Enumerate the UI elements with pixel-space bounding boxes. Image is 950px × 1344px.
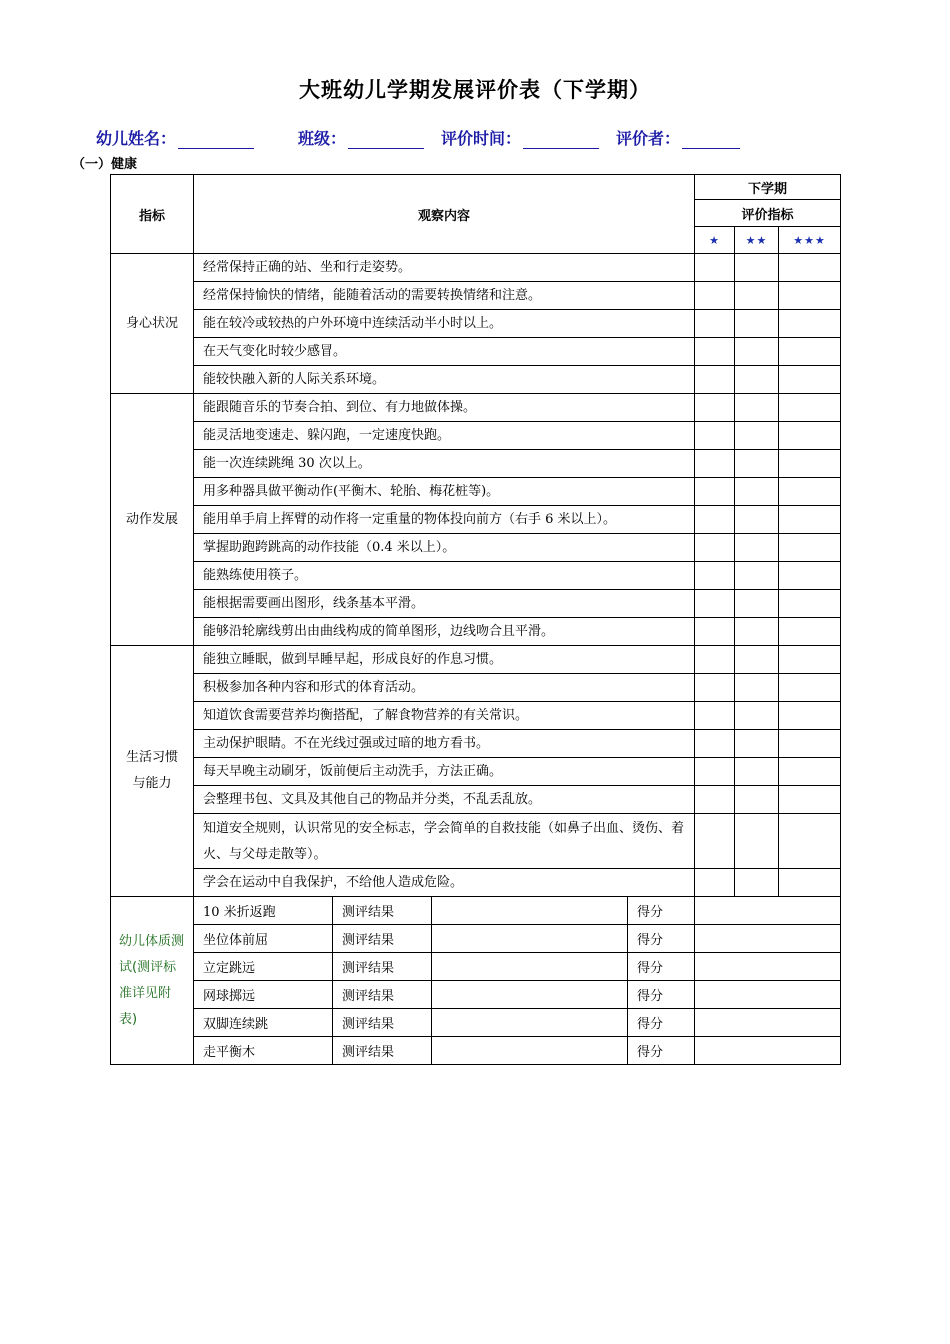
rating-cell[interactable] xyxy=(735,758,779,786)
rating-cell[interactable] xyxy=(695,254,735,282)
test-name: 走平衡木 xyxy=(194,1037,333,1065)
rating-cell[interactable] xyxy=(695,869,735,897)
observation-item: 掌握助跑跨跳高的动作技能（0.4 米以上）。 xyxy=(194,534,695,562)
rating-cell[interactable] xyxy=(735,702,779,730)
rating-cell[interactable] xyxy=(695,338,735,366)
category-habits-line2: 与能力 xyxy=(132,776,172,791)
rating-cell[interactable] xyxy=(695,562,735,590)
star-two-header: ★★ xyxy=(735,227,779,254)
evaluator-field[interactable] xyxy=(616,126,740,149)
observation-item: 积极参加各种内容和形式的体育活动。 xyxy=(194,674,695,702)
header-semester: 下学期 xyxy=(695,175,841,200)
test-name: 双脚连续跳 xyxy=(194,1009,333,1037)
rating-cell[interactable] xyxy=(779,282,841,310)
star-one-header: ★ xyxy=(695,227,735,254)
result-input-cell[interactable] xyxy=(432,925,628,953)
observation-item: 知道饮食需要营养均衡搭配，了解食物营养的有关常识。 xyxy=(194,702,695,730)
rating-cell[interactable] xyxy=(695,786,735,814)
category-habits-ability xyxy=(111,646,194,897)
eval-time-label: 评价时间： xyxy=(441,129,522,148)
rating-cell[interactable] xyxy=(695,674,735,702)
observation-item: 在天气变化时较少感冒。 xyxy=(194,338,695,366)
eval-time-field[interactable] xyxy=(441,126,599,149)
section-heading: （一）健康 xyxy=(72,157,138,172)
evaluation-table xyxy=(110,174,841,1065)
observation-item: 能灵活地变速走、躲闪跑，一定速度快跑。 xyxy=(194,422,695,450)
rating-cell[interactable] xyxy=(735,730,779,758)
observation-item: 能独立睡眠，做到早睡早起，形成良好的作息习惯。 xyxy=(194,646,695,674)
rating-cell[interactable] xyxy=(735,282,779,310)
score-label: 得分 xyxy=(628,1009,695,1037)
rating-cell[interactable] xyxy=(735,338,779,366)
rating-cell[interactable] xyxy=(779,366,841,394)
rating-cell[interactable] xyxy=(735,869,779,897)
rating-cell[interactable] xyxy=(735,646,779,674)
result-label: 测评结果 xyxy=(333,953,432,981)
observation-item: 每天早晚主动刷牙，饭前便后主动洗手，方法正确。 xyxy=(194,758,695,786)
score-input-cell[interactable] xyxy=(695,1037,841,1065)
rating-cell[interactable] xyxy=(695,618,735,646)
class-field[interactable] xyxy=(298,126,424,149)
rating-cell[interactable] xyxy=(735,394,779,422)
child-name-blank[interactable] xyxy=(178,132,254,149)
rating-cell[interactable] xyxy=(735,590,779,618)
observation-item: 经常保持愉快的情绪，能随着活动的需要转换情绪和注意。 xyxy=(194,282,695,310)
category-motor-development: 动作发展 xyxy=(111,394,194,646)
rating-cell[interactable] xyxy=(779,338,841,366)
rating-cell[interactable] xyxy=(735,534,779,562)
rating-cell[interactable] xyxy=(735,674,779,702)
rating-cell[interactable] xyxy=(735,254,779,282)
score-input-cell[interactable] xyxy=(695,953,841,981)
rating-cell[interactable] xyxy=(779,590,841,618)
rating-cell[interactable] xyxy=(735,366,779,394)
rating-cell[interactable] xyxy=(779,478,841,506)
score-input-cell[interactable] xyxy=(695,925,841,953)
rating-cell[interactable] xyxy=(779,394,841,422)
class-label: 班级： xyxy=(298,129,347,148)
score-input-cell[interactable] xyxy=(695,981,841,1009)
star-three-header: ★★★ xyxy=(779,227,841,254)
rating-cell[interactable] xyxy=(695,646,735,674)
class-blank[interactable] xyxy=(348,132,424,149)
test-name: 坐位体前屈 xyxy=(194,925,333,953)
rating-cell[interactable] xyxy=(779,674,841,702)
observation-item: 经常保持正确的站、坐和行走姿势。 xyxy=(194,254,695,282)
rating-cell[interactable] xyxy=(779,422,841,450)
rating-cell[interactable] xyxy=(695,730,735,758)
evaluator-blank[interactable] xyxy=(682,132,740,149)
header-observation: 观察内容 xyxy=(194,175,695,254)
rating-cell[interactable] xyxy=(695,534,735,562)
rating-cell[interactable] xyxy=(735,618,779,646)
child-name-label: 幼儿姓名： xyxy=(96,129,177,148)
rating-cell[interactable] xyxy=(779,730,841,758)
result-input-cell[interactable] xyxy=(432,953,628,981)
result-input-cell[interactable] xyxy=(432,1037,628,1065)
rating-cell[interactable] xyxy=(695,478,735,506)
rating-cell[interactable] xyxy=(735,422,779,450)
observation-item: 能在较冷或较热的户外环境中连续活动半小时以上。 xyxy=(194,310,695,338)
rating-cell[interactable] xyxy=(779,646,841,674)
score-label: 得分 xyxy=(628,897,695,925)
rating-cell[interactable] xyxy=(695,814,735,869)
rating-cell[interactable] xyxy=(695,758,735,786)
result-label: 测评结果 xyxy=(333,1037,432,1065)
rating-cell[interactable] xyxy=(779,310,841,338)
eval-time-blank[interactable] xyxy=(523,132,599,149)
result-label: 测评结果 xyxy=(333,1009,432,1037)
observation-item: 能跟随音乐的节奏合拍、到位、有力地做体操。 xyxy=(194,394,695,422)
child-name-field[interactable] xyxy=(96,126,254,149)
observation-item: 主动保护眼睛。不在光线过强或过暗的地方看书。 xyxy=(194,730,695,758)
rating-cell[interactable] xyxy=(779,786,841,814)
observation-item: 会整理书包、文具及其他自己的物品并分类，不乱丢乱放。 xyxy=(194,786,695,814)
rating-cell[interactable] xyxy=(735,814,779,869)
observation-item: 能熟练使用筷子。 xyxy=(194,562,695,590)
header-eval-indicator: 评价指标 xyxy=(695,200,841,227)
score-label: 得分 xyxy=(628,1037,695,1065)
rating-cell[interactable] xyxy=(695,702,735,730)
rating-cell[interactable] xyxy=(695,394,735,422)
score-input-cell[interactable] xyxy=(695,897,841,925)
rating-cell[interactable] xyxy=(695,422,735,450)
rating-cell[interactable] xyxy=(695,506,735,534)
rating-cell[interactable] xyxy=(779,814,841,869)
rating-cell[interactable] xyxy=(779,562,841,590)
test-name: 10 米折返跑 xyxy=(194,897,333,925)
rating-cell[interactable] xyxy=(779,254,841,282)
header-indicator: 指标 xyxy=(111,175,194,254)
rating-cell[interactable] xyxy=(735,310,779,338)
rating-cell[interactable] xyxy=(695,450,735,478)
rating-cell[interactable] xyxy=(735,506,779,534)
observation-item: 用多种器具做平衡动作(平衡木、轮胎、梅花桩等)。 xyxy=(194,478,695,506)
observation-item: 学会在运动中自我保护，不给他人造成危险。 xyxy=(194,869,695,897)
rating-cell[interactable] xyxy=(735,450,779,478)
result-label: 测评结果 xyxy=(333,925,432,953)
rating-cell[interactable] xyxy=(779,506,841,534)
result-label: 测评结果 xyxy=(333,981,432,1009)
rating-cell[interactable] xyxy=(695,310,735,338)
rating-cell[interactable] xyxy=(735,562,779,590)
test-name: 立定跳远 xyxy=(194,953,333,981)
evaluator-label: 评价者： xyxy=(616,129,681,148)
score-label: 得分 xyxy=(628,953,695,981)
category-mind-body: 身心状况 xyxy=(111,254,194,394)
rating-cell[interactable] xyxy=(735,478,779,506)
rating-cell[interactable] xyxy=(779,869,841,897)
score-input-cell[interactable] xyxy=(695,1009,841,1037)
rating-cell[interactable] xyxy=(735,786,779,814)
rating-cell[interactable] xyxy=(779,758,841,786)
rating-cell[interactable] xyxy=(779,618,841,646)
rating-cell[interactable] xyxy=(695,590,735,618)
test-name: 网球掷远 xyxy=(194,981,333,1009)
rating-cell[interactable] xyxy=(779,450,841,478)
observation-item: 能一次连续跳绳 30 次以上。 xyxy=(194,450,695,478)
score-label: 得分 xyxy=(628,925,695,953)
result-label: 测评结果 xyxy=(333,897,432,925)
page-title: 大班幼儿学期发展评价表（下学期） xyxy=(299,78,651,102)
score-label: 得分 xyxy=(628,981,695,1009)
category-habits-line1: 生活习惯 xyxy=(125,750,178,765)
observation-item: 能用单手肩上挥臂的动作将一定重量的物体投向前方（右手 6 米以上）。 xyxy=(194,506,695,534)
observation-item: 能够沿轮廓线剪出由曲线构成的简单图形，边线吻合且平滑。 xyxy=(194,618,695,646)
observation-item: 能较快融入新的人际关系环境。 xyxy=(194,366,695,394)
rating-cell[interactable] xyxy=(779,702,841,730)
observation-item: 知道安全规则，认识常见的安全标志，学会简单的自救技能（如鼻子出血、烫伤、着火、与父母走散等）。 xyxy=(194,814,695,869)
rating-cell[interactable] xyxy=(695,366,735,394)
rating-cell[interactable] xyxy=(779,534,841,562)
rating-cell[interactable] xyxy=(695,282,735,310)
result-input-cell[interactable] xyxy=(432,897,628,925)
observation-item: 能根据需要画出图形，线条基本平滑。 xyxy=(194,590,695,618)
result-input-cell[interactable] xyxy=(432,1009,628,1037)
category-physical-test: 幼儿体质测试(测评标准详见附表) xyxy=(111,897,194,1065)
result-input-cell[interactable] xyxy=(432,981,628,1009)
